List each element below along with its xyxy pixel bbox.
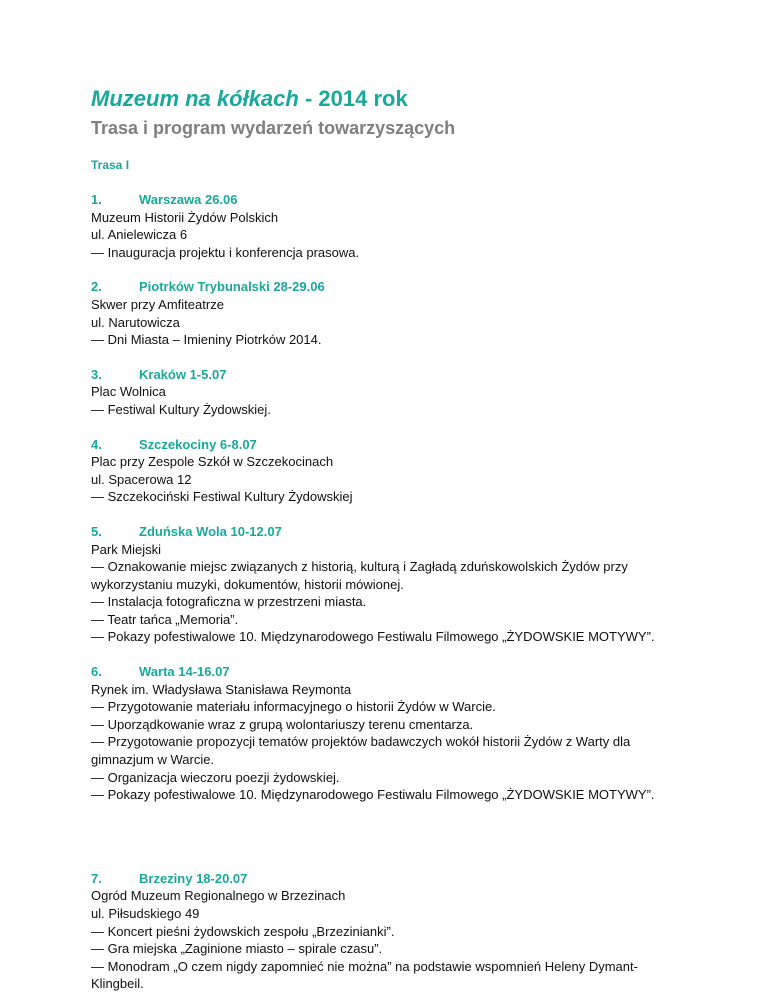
stop-place-date: Brzeziny 18-20.07: [139, 870, 248, 886]
stop-place-date: Piotrków Trybunalski 28-29.06: [139, 279, 325, 295]
stop-heading: [91, 663, 688, 681]
stop-item: [91, 191, 688, 261]
stop-heading: [91, 191, 688, 209]
stop-number: 7.: [91, 870, 102, 886]
title-year: - 2014 rok: [298, 86, 408, 111]
title-italic: Muzeum na kółkach: [91, 86, 299, 111]
stop-number: 1.: [91, 192, 102, 207]
stop-heading: [91, 278, 688, 296]
stop-place-date: Warta 14-16.07: [139, 664, 230, 680]
stop-detail-line: — Pokazy pofestiwalowe 10. Międzynarodowego Festiwalu Filmowego „ŻYDOWSKIE MOTYWY”.: [91, 629, 655, 645]
stop-item: [91, 523, 688, 646]
stop-heading: [91, 366, 688, 384]
stop-place-date: Warszawa 26.06: [139, 192, 238, 207]
stop-number: 3.: [91, 366, 102, 382]
stop-place-date: Zduńska Wola 10-12.07: [139, 523, 282, 539]
stop-detail-line: Park Miejski: [91, 541, 162, 557]
stop-number: 2.: [91, 279, 102, 295]
stop-place-date: Kraków 1-5.07: [139, 366, 227, 382]
stop-detail-line: Plac przy Zespole Szkół w Szczekocinach: [91, 454, 334, 470]
stop-detail-line: — Oznakowanie miejsc związanych z historią, kulturą i Zagładą zduńskowolskich Żydów przy wykorzystaniu muzyki, dokumentów, historii mówionej.: [91, 559, 628, 592]
stops-list: [91, 191, 688, 993]
stop-detail-line: — Teatr tańca „Memoria”.: [91, 611, 239, 627]
stop-item: [91, 870, 688, 993]
stop-number: 6.: [91, 664, 102, 680]
stop-detail-line: — Przygotowanie materiału informacyjnego o historii Żydów w Warcie.: [91, 699, 496, 715]
stop-detail-line: — Dni Miasta – Imieniny Piotrków 2014.: [91, 332, 322, 348]
stop-detail-line: — Pokazy pofestiwalowe 10. Międzynarodowego Festiwalu Filmowego „ŻYDOWSKIE MOTYWY”.: [91, 787, 655, 803]
stop-detail-line: Ogród Muzeum Regionalnego w Brzezinach: [91, 888, 346, 904]
stop-detail-line: — Inauguracja projektu i konferencja prasowa.: [91, 244, 360, 260]
stop-place-date: Szczekociny 6-8.07: [139, 436, 257, 452]
stop-heading: [91, 436, 688, 454]
stop-detail-line: — Uporządkowanie wraz z grupą wolontariuszy terenu cmentarza.: [91, 716, 474, 732]
stop-detail-line: — Szczekociński Festiwal Kultury Żydowskiej: [91, 489, 353, 505]
stop-number: 4.: [91, 436, 102, 452]
stop-detail-line: ul. Narutowicza: [91, 314, 180, 330]
page-subtitle: Trasa i program wydarzeń towarzyszących: [91, 118, 456, 138]
stop-item: [91, 278, 688, 348]
stop-detail-line: — Instalacja fotograficzna w przestrzeni miasta.: [91, 594, 367, 610]
stop-heading: [91, 523, 688, 541]
stop-detail-line: ul. Spacerowa 12: [91, 471, 192, 487]
stop-item: [91, 663, 688, 804]
stop-detail-line: — Monodram „O czem nigdy zapomnieć nie można” na podstawie wspomnień Heleny Dymant-Klingbeil.: [91, 958, 638, 992]
stop-detail-line: — Organizacja wieczoru poezji żydowskiej.: [91, 769, 340, 785]
stop-detail-line: ul. Anielewicza 6: [91, 227, 188, 243]
stop-item: [91, 436, 688, 506]
stop-detail-line: Rynek im. Władysława Stanisława Reymonta: [91, 681, 352, 697]
stop-detail-line: Plac Wolnica: [91, 384, 166, 400]
stop-detail-line: — Gra miejska „Zaginione miasto – spirale czasu”.: [91, 941, 383, 957]
stop-detail-line: — Festiwal Kultury Żydowskiej.: [91, 401, 271, 417]
stop-detail-line: ul. Piłsudskiego 49: [91, 906, 200, 921]
stop-detail-line: Skwer przy Amfiteatrze: [91, 296, 224, 312]
stop-item: [91, 366, 688, 419]
stop-heading: [91, 870, 688, 888]
stop-detail-line: — Przygotowanie propozycji tematów projektów badawczych wokół historii Żydów z Warty dla gimnazjum w Warcie.: [91, 734, 631, 768]
stop-detail-line: — Koncert pieśni żydowskich zespołu „Brzezinianki”.: [91, 923, 395, 939]
stop-number: 5.: [91, 523, 102, 539]
stop-detail-line: Muzeum Historii Żydów Polskich: [91, 209, 279, 225]
section-label: Trasa I: [91, 158, 130, 172]
page-title: [91, 78, 688, 114]
